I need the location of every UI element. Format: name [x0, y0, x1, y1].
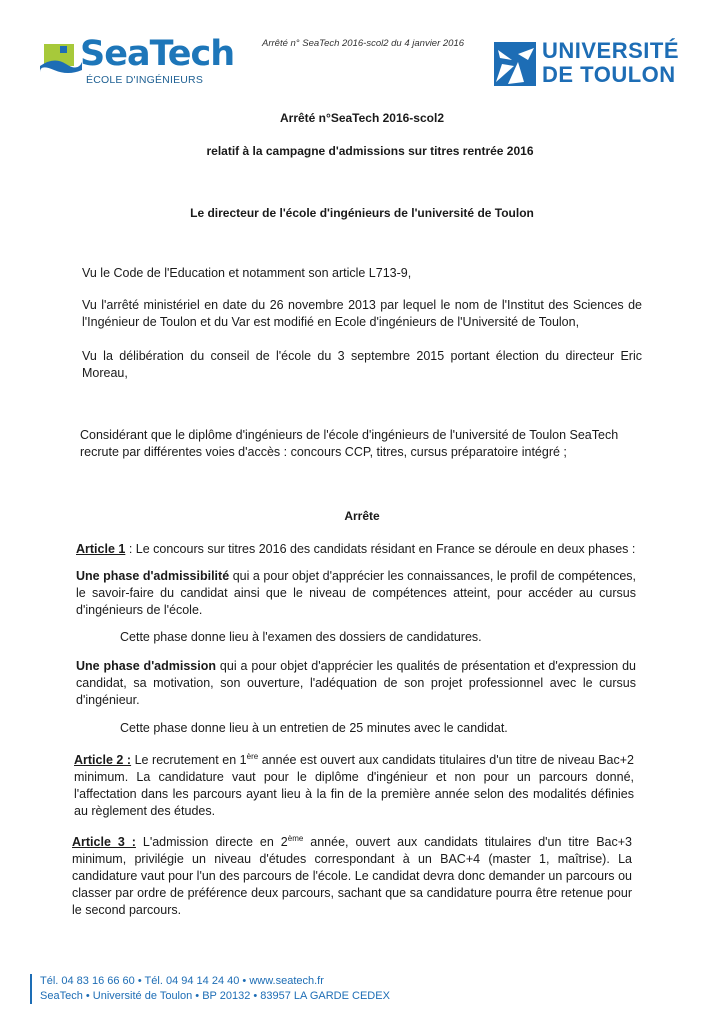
article-3-text-start: L'admission directe en 2 [135, 835, 288, 850]
article-3 [72, 830, 632, 919]
article-2 [74, 748, 634, 820]
phase-admissibilite [76, 568, 636, 619]
decree-subject: relatif à la campagne d'admissions sur titres rentrée 2016 [206, 144, 534, 158]
article-1-text: : Le concours sur titres 2016 des candidats résidant en France se déroule en deux phases : [125, 542, 636, 556]
article-2-text-end: année est ouvert aux candidats titulaires d'un titre de niveau Bac+2 minimum. La candidature vaut pour le diplôme d'ingénieur et non pour un parcours donné, l'affectation dans les parcours ayant lieu à la fin de la première année selon des modalités définies au règlement des études. [74, 753, 634, 819]
director-line: Le directeur de l'école d'ingénieurs de l'université de Toulon [190, 206, 534, 220]
footer-address-line: SeaTech • Université de Toulon • BP 20132 • 83957 LA GARDE CEDEX [40, 990, 390, 1002]
phase-admission-note: Cette phase donne lieu à un entretien de 25 minutes avec le candidat. [120, 721, 508, 735]
footer [30, 974, 390, 1004]
article-3-superscript: ème [287, 834, 304, 843]
university-logo [494, 40, 694, 90]
header-reference: Arrêté n° SeaTech 2016-scol2 du 4 janvier 2016 [262, 38, 465, 49]
seatech-logo-tagline: ÉCOLE D'INGÉNIEURS [86, 74, 204, 86]
decree-title: Arrêté n°SeaTech 2016-scol2 [280, 111, 444, 125]
phase-admissibilite-text: qui a pour objet d'apprécier les connaissances, le profil de compétences, le savoir-faire du candidat ainsi que le niveau de compétences atteint, pour accéder au cursus d'ingénieurs de l'école. [76, 569, 636, 617]
university-logo-line1: UNIVERSITÉ [542, 38, 680, 63]
considering-paragraph: Considérant que le diplôme d'ingénieurs de l'école d'ingénieurs de l'université de Toulon SeaTech recrute par différentes voies d'accès : concours CCP, titres, cursus préparatoire intégré ; [80, 428, 619, 459]
footer-contact-line: Tél. 04 83 16 66 60 • Tél. 04 94 14 24 40 • www.seatech.fr [40, 975, 324, 987]
phase-admissibilite-label: Une phase d'admissibilité [76, 569, 230, 583]
article-3-label: Article 3 : [72, 835, 136, 850]
arrete-heading: Arrête [344, 509, 380, 523]
university-logo-line2: DE TOULON [542, 62, 676, 87]
article-3-text-end: année, ouvert aux candidats titulaires d'un titre Bac+3 minimum, privilégie un niveau d'études correspondant à un BAC+4 (master 1, maîtrise). La candidature vaut pour l'un des parcours de l'école. Le candidat devra donc demander un parcours ou classer par ordre de préférence deux parcours, sachant que sa candidature pourra être retenue pour le second parcours. [72, 835, 632, 918]
visa-code-education: Vu le Code de l'Education et notamment son article L713-9, [82, 266, 412, 280]
article-2-text-start: Le recrutement en 1 [131, 753, 247, 768]
phase-admissibilite-note: Cette phase donne lieu à l'examen des dossiers de candidatures. [120, 630, 482, 644]
visa-deliberation: Vu la délibération du conseil de l'école du 3 septembre 2015 portant élection du directeur Eric Moreau, [82, 349, 642, 380]
article-1-label: Article 1 [76, 542, 126, 556]
visa-arrete-ministeriel: Vu l'arrêté ministériel en date du 26 novembre 2013 par lequel le nom de l'Institut des Sciences de l'Ingénieur de Toulon et du Var est modifié en Ecole d'ingénieurs de l'Université de Toulon, [82, 298, 642, 329]
phase-admission-text: qui a pour objet d'apprécier les qualités de présentation et d'expression du candidat, sa motivation, son ouverture, l'adéquation de son projet professionnel avec le cursus d'ingénieur. [76, 659, 637, 707]
seatech-wave-icon [40, 40, 82, 78]
article-1 [76, 541, 636, 558]
phase-admission [76, 658, 636, 709]
article-2-label: Article 2 : [74, 753, 132, 768]
article-2-superscript: ère [246, 752, 259, 761]
seatech-logo-text: SeaTech [80, 34, 235, 74]
seatech-logo [40, 36, 240, 92]
phase-admission-label: Une phase d'admission [76, 659, 216, 673]
university-emblem-icon [494, 42, 536, 86]
